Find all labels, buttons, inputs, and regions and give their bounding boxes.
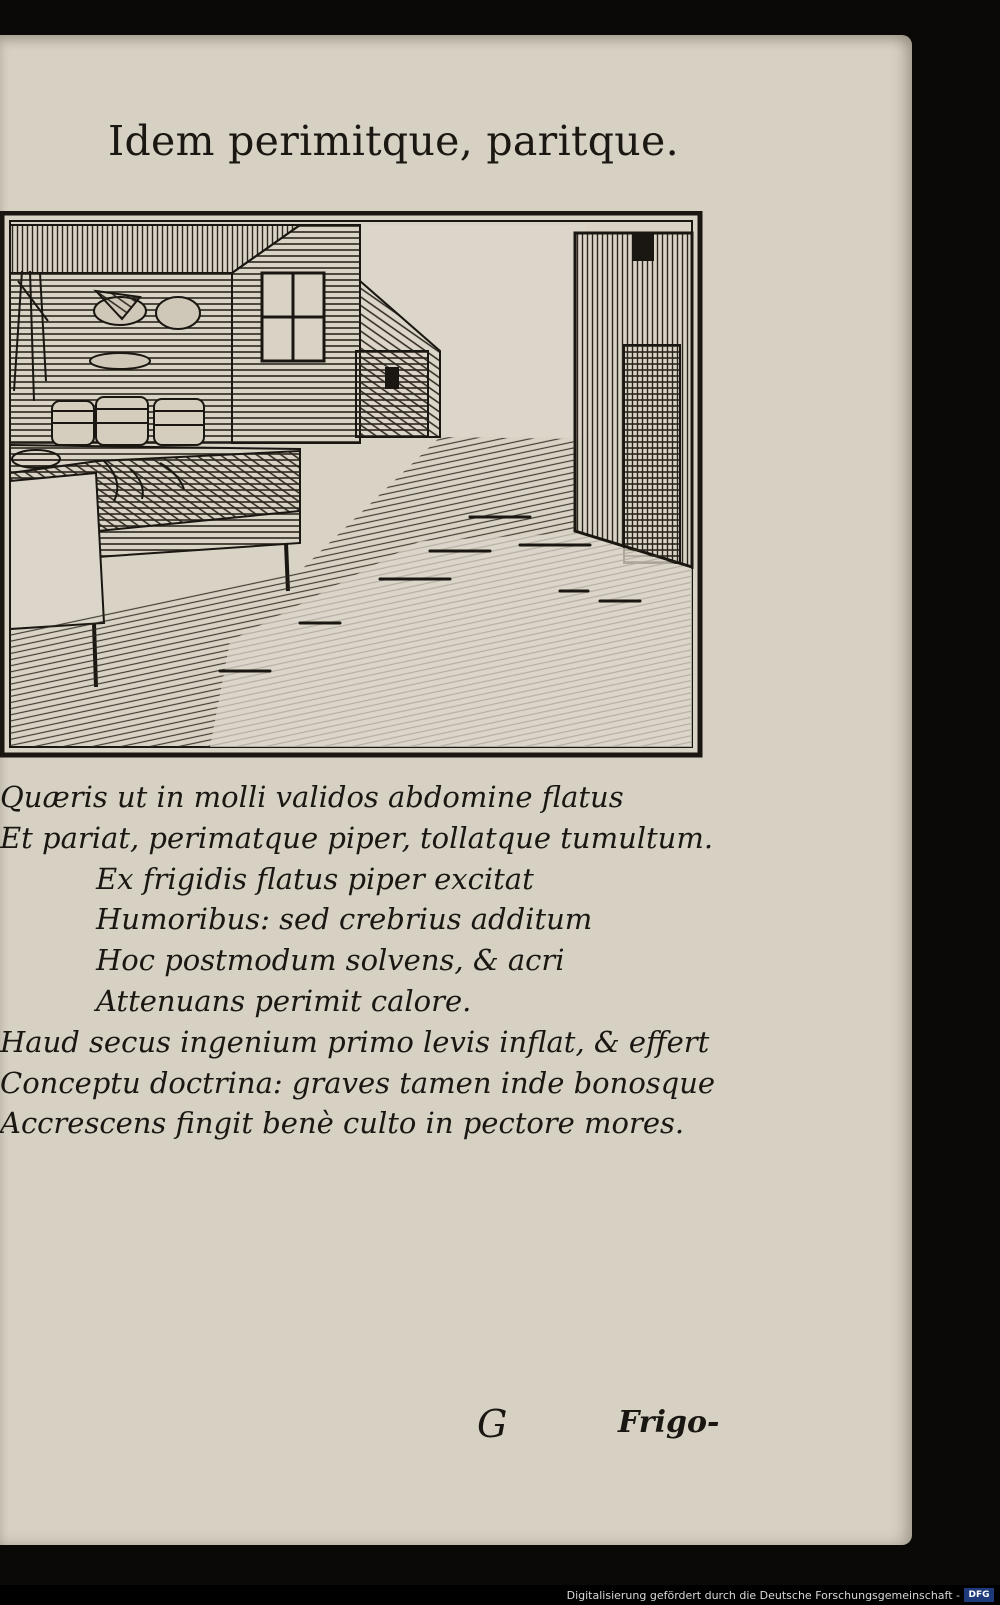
woodcut-illustration — [0, 211, 704, 759]
dfg-logo: DFG — [964, 1588, 994, 1602]
page-header-title: Idem perimitque, paritque. — [108, 117, 679, 165]
verse-line: Accrescens fingit benè culto in pectore mores. — [0, 1106, 685, 1141]
book-page — [0, 35, 912, 1545]
verse-line: Ex frigidis flatus piper excitat — [96, 861, 534, 896]
verse-line: Haud secus ingenium primo levis inflat, & effert — [0, 1024, 710, 1059]
footer-credit: Digitalisierung gefördert durch die Deutsche Forschungsgemeinschaft - — [566, 1589, 960, 1602]
footer-bar — [0, 1585, 1000, 1605]
verse-line: Et pariat, perimatque piper, tollatque tumultum. — [0, 820, 714, 855]
verse-block — [0, 777, 716, 1144]
verse-line: Attenuans perimit calore. — [96, 983, 472, 1018]
bread-loaves — [52, 397, 204, 445]
verse-line: Quæris ut in molli validos abdomine flatus — [0, 780, 624, 814]
verse-line: Humoribus: sed crebrius additum — [96, 902, 593, 937]
signature-mark: G — [477, 1402, 508, 1446]
verse-line: Conceptu doctrina: graves tamen inde bonosque — [0, 1065, 716, 1100]
verse-line: Hoc postmodum solvens, & acri — [96, 943, 565, 978]
catchword: Frigo- — [618, 1405, 720, 1440]
